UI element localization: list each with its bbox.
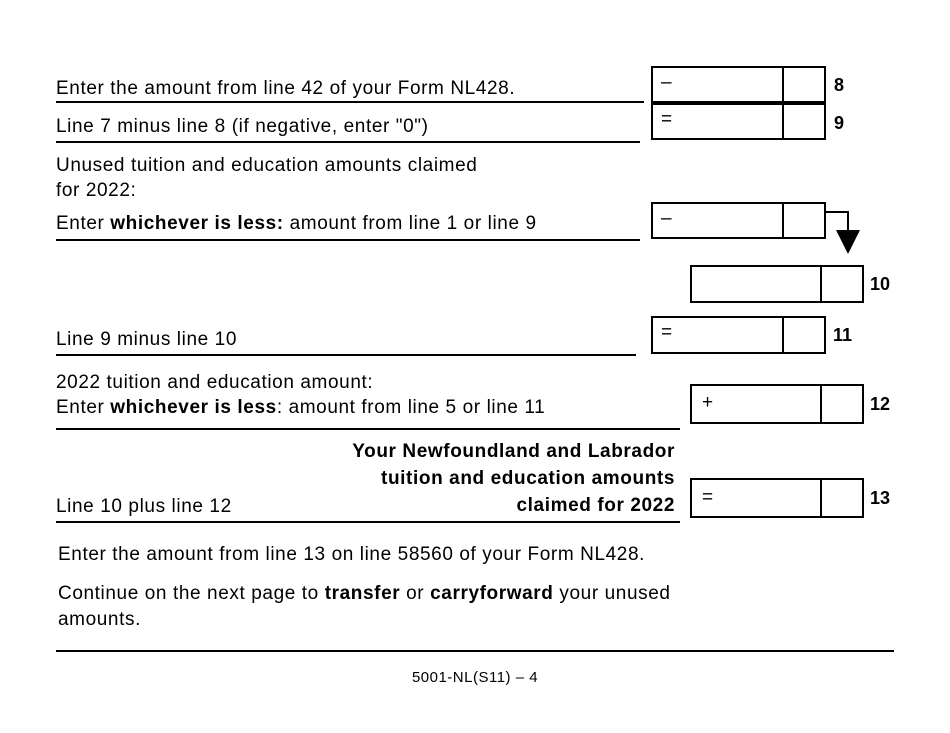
line-8-sign: – (661, 72, 672, 93)
line-11-cents-field[interactable] (782, 318, 826, 352)
line-12-instruction: Enter whichever is less: amount from line 5 or line 11 (56, 397, 546, 418)
unused-amounts-intro-line-1: Unused tuition and education amounts claimed (56, 155, 478, 176)
line-12-rule (56, 428, 680, 430)
unused-amount-field[interactable] (651, 202, 826, 239)
line-13-heading-line-3: claimed for 2022 (516, 495, 675, 516)
line-8-rule (56, 101, 644, 103)
line-12-cents-field[interactable] (820, 386, 864, 422)
unused-amount-cents-field[interactable] (782, 204, 826, 237)
form-code: 5001-NL(S11) – 4 (411, 669, 539, 686)
line-11-number: 11 (833, 325, 853, 345)
line-10-cents-field[interactable] (820, 267, 864, 301)
line-13-sign: = (702, 487, 714, 508)
line-11-label: Line 9 minus line 10 (56, 329, 237, 350)
line-8-cents-field[interactable] (782, 68, 826, 101)
footer-rule (56, 650, 894, 652)
line-9-cents-field[interactable] (782, 105, 826, 138)
line-12-sign: + (702, 392, 714, 413)
line-10-amount-field[interactable] (690, 265, 864, 303)
line-12-number: 12 (870, 394, 891, 414)
line-12-amount-field[interactable] (690, 384, 864, 424)
line-12-intro: 2022 tuition and education amount: (56, 372, 374, 393)
continue-instruction-line-2: amounts. (58, 609, 141, 630)
unused-amounts-rule (56, 239, 640, 241)
arrow-down-icon (822, 208, 868, 258)
unused-amounts-instruction: Enter whichever is less: amount from line 1 or line 9 (56, 213, 537, 234)
line-8-number: 8 (834, 75, 845, 95)
line-9-label: Line 7 minus line 8 (if negative, enter "0") (56, 116, 429, 137)
line-13-amount-field[interactable] (690, 478, 864, 518)
line-13-heading-line-1: Your Newfoundland and Labrador (352, 441, 675, 462)
line-13-heading-line-2: tuition and education amounts (381, 468, 675, 489)
line-13-label: Line 10 plus line 12 (56, 496, 232, 517)
line-9-amount-field[interactable] (651, 103, 826, 140)
line-13-number: 13 (870, 488, 891, 508)
line-8-amount-field[interactable] (651, 66, 826, 103)
line-9-number: 9 (834, 113, 845, 133)
line-13-cents-field[interactable] (820, 480, 864, 516)
line-8-label: Enter the amount from line 42 of your Form NL428. (56, 78, 516, 99)
enter-line-13-instruction: Enter the amount from line 13 on line 58560 of your Form NL428. (58, 544, 645, 565)
line-10-number: 10 (870, 274, 891, 294)
line-11-rule (56, 354, 636, 356)
line-9-sign: = (661, 109, 673, 130)
line-13-rule (56, 521, 680, 523)
line-11-sign: = (661, 322, 673, 343)
continue-instruction: Continue on the next page to transfer or carryforward your unused (58, 583, 671, 604)
unused-amounts-intro-line-2: for 2022: (56, 180, 137, 201)
line-11-amount-field[interactable] (651, 316, 826, 354)
line-9-rule (56, 141, 640, 143)
unused-amount-sign: – (661, 208, 672, 229)
